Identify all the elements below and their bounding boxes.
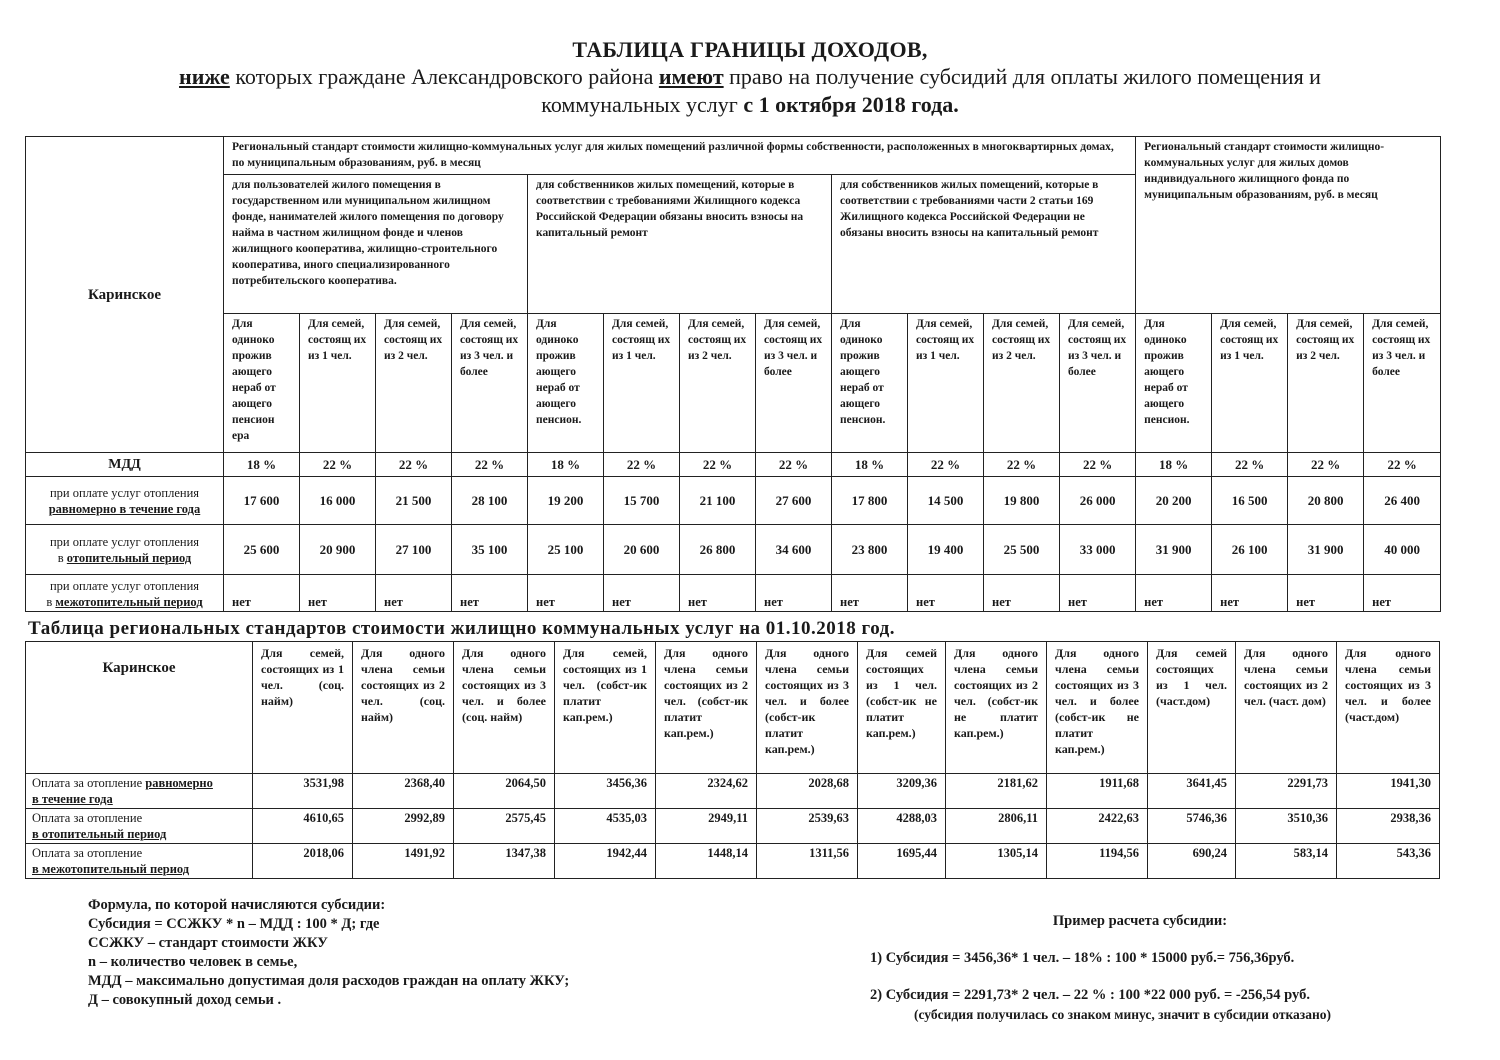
table-cell: 1347,38 bbox=[454, 844, 555, 879]
table-cell: нет bbox=[1060, 575, 1136, 612]
table-cell: 14 500 bbox=[908, 477, 984, 525]
row-label-emphasis: в течение года bbox=[32, 792, 113, 806]
table-cell: 2324,62 bbox=[656, 774, 757, 809]
formula-line: Субсидия = ССЖКУ * n – МДД : 100 * Д; где bbox=[88, 916, 380, 932]
table-cell: нет bbox=[1136, 575, 1212, 612]
table-cell: 26 100 bbox=[1212, 525, 1288, 575]
table-cell: 25 500 bbox=[984, 525, 1060, 575]
title-line-2-end: право на получение субсидий для оплаты жилого помещения и bbox=[723, 64, 1321, 89]
table-cell: нет bbox=[452, 575, 528, 612]
title-word-have: имеют bbox=[658, 64, 724, 89]
regional-standards-table bbox=[25, 641, 1440, 879]
mdd-cell: 22 % bbox=[1060, 453, 1136, 477]
column-header: Для семей, состоящих из 1 чел. (соц. найм) bbox=[253, 642, 353, 774]
row-label-emphasis: в отопительный период bbox=[32, 827, 167, 841]
table-cell: 31 900 bbox=[1136, 525, 1212, 575]
mdd-cell: 18 % bbox=[224, 453, 300, 477]
group-header-apartments: Региональный стандарт стоимости жилищно-коммунальных услуг для жилых помещений различной формы собственности, расположенных в многоквартирных домах, по муниципальным образованиям, руб. в месяц bbox=[224, 137, 1136, 175]
table-cell: 21 100 bbox=[680, 477, 756, 525]
table-cell: 16 000 bbox=[300, 477, 376, 525]
table-cell: 1305,14 bbox=[946, 844, 1047, 879]
column-header: Для семей, состоящ их из 1 чел. bbox=[1212, 314, 1288, 453]
column-header: Для одиноко прожив ающего нераб от ающего пенсион. bbox=[832, 314, 908, 453]
title-line-3 bbox=[20, 91, 1480, 119]
table-cell: 2992,89 bbox=[353, 809, 454, 844]
table-cell: 3209,36 bbox=[858, 774, 946, 809]
table-cell: 1491,92 bbox=[353, 844, 454, 879]
table-cell: нет bbox=[832, 575, 908, 612]
mdd-cell: 22 % bbox=[1288, 453, 1364, 477]
table-cell: 19 200 bbox=[528, 477, 604, 525]
table-cell: нет bbox=[1288, 575, 1364, 612]
table-row-mdd bbox=[26, 453, 1441, 477]
mdd-cell: 18 % bbox=[1136, 453, 1212, 477]
table-cell: 17 600 bbox=[224, 477, 300, 525]
table-cell: 1448,14 bbox=[656, 844, 757, 879]
table-cell: 1911,68 bbox=[1047, 774, 1148, 809]
table-cell: нет bbox=[224, 575, 300, 612]
subheader-owners-nopay: для собственников жилых помещений, которые в соответствии с требованиями части 2 статьи 169 Жилищного кодекса Российской Федерации не обязаны вносить взносы на капитальный ремонт bbox=[832, 175, 1136, 314]
column-header: Для семей, состоящ их из 1 чел. bbox=[604, 314, 680, 453]
row-label bbox=[26, 774, 253, 809]
table-cell: 28 100 bbox=[452, 477, 528, 525]
subsidy-example bbox=[850, 912, 1370, 1024]
formula-line: n – количество человек в семье, bbox=[88, 954, 298, 970]
column-header: Для одного члена семьи состоящих из 2 чел. (собст-ик платит кап.рем.) bbox=[656, 642, 757, 774]
table-cell: 26 000 bbox=[1060, 477, 1136, 525]
mdd-cell: 22 % bbox=[1364, 453, 1441, 477]
row-label-emphasis: отопительный период bbox=[66, 550, 192, 565]
income-limits-table bbox=[25, 136, 1441, 612]
table-cell: 1194,56 bbox=[1047, 844, 1148, 879]
table-cell: 3510,36 bbox=[1236, 809, 1337, 844]
column-header: Для семей, состоящ их из 3 чел. и более bbox=[1364, 314, 1441, 453]
mdd-cell: 22 % bbox=[908, 453, 984, 477]
row-label-text: Оплата за отопление bbox=[32, 776, 146, 790]
mdd-cell: 22 % bbox=[1212, 453, 1288, 477]
formula-line: ССЖКУ – стандарт стоимости ЖКУ bbox=[88, 935, 328, 951]
subheader-owners-pay: для собственников жилых помещений, которые в соответствии с требованиями Жилищного кодекса Российской Федерации обязаны вносить взносы на капитальный ремонт bbox=[528, 175, 832, 314]
table-row-heating-yearround bbox=[26, 774, 1440, 809]
column-header: Для одиноко прожив ающего нераб от ающего пенсион. bbox=[528, 314, 604, 453]
title-line-1: ТАБЛИЦА ГРАНИЦЫ ДОХОДОВ, bbox=[572, 37, 928, 62]
table-cell: нет bbox=[376, 575, 452, 612]
row-label-text: при оплате услуг отопления bbox=[49, 534, 200, 549]
column-header: Для семей состоящих из 1 чел. (част.дом) bbox=[1148, 642, 1236, 774]
column-header: Для одного члена семьи состоящих из 3 чел. и более (собст-ик не платит кап.рем.) bbox=[1047, 642, 1148, 774]
table-cell: 23 800 bbox=[832, 525, 908, 575]
mdd-cell: 22 % bbox=[756, 453, 832, 477]
table-cell: 2949,11 bbox=[656, 809, 757, 844]
mdd-cell: 22 % bbox=[984, 453, 1060, 477]
table-cell: нет bbox=[528, 575, 604, 612]
mdd-cell: 22 % bbox=[300, 453, 376, 477]
table-cell: 2575,45 bbox=[454, 809, 555, 844]
table-cell: 35 100 bbox=[452, 525, 528, 575]
mdd-cell: 22 % bbox=[604, 453, 680, 477]
table-cell: нет bbox=[756, 575, 832, 612]
table-cell: 2938,36 bbox=[1337, 809, 1440, 844]
mdd-cell: 22 % bbox=[376, 453, 452, 477]
column-header: Для одиноко прожив ающего нераб от ающего пенсион. bbox=[1136, 314, 1212, 453]
mdd-label: МДД bbox=[26, 453, 224, 477]
table-row-heating-season bbox=[26, 525, 1441, 575]
subheader-users: для пользователей жилого помещения в государственном или муниципальном жилищном фонде, нанимателей жилого помещения по договору найма в частном жилищном фонде и членов жилищного кооператива, жилищно-строительного кооператива, иного специализированного потребительского кооператива. bbox=[224, 175, 528, 314]
row-label-emphasis: равномерно в течение года bbox=[48, 501, 201, 516]
column-header: Для семей, состоящ их из 2 чел. bbox=[376, 314, 452, 453]
group-header-private-houses: Региональный стандарт стоимости жилищно-коммунальных услуг для жилых домов индивидуального жилищного фонда по муниципальным образованиям, руб. в месяц bbox=[1136, 137, 1441, 314]
formula-line: Формула, по которой начисляются субсидии: bbox=[88, 897, 386, 913]
row-label-text: при оплате услуг отопления bbox=[49, 579, 200, 593]
table-cell: нет bbox=[1364, 575, 1441, 612]
example-line-1: 1) Субсидия = 3456,36* 1 чел. – 18% : 100 * 15000 руб.= 756,36руб. bbox=[870, 950, 1295, 966]
table-cell: 583,14 bbox=[1236, 844, 1337, 879]
title-date: с 1 октября 2018 года. bbox=[743, 92, 959, 117]
table-cell: 2291,73 bbox=[1236, 774, 1337, 809]
column-header: Для семей, состоящ их из 2 чел. bbox=[984, 314, 1060, 453]
table-cell: 27 600 bbox=[756, 477, 832, 525]
table-row-off-season bbox=[26, 575, 1441, 612]
column-header: Для семей, состоящ их из 2 чел. bbox=[1288, 314, 1364, 453]
column-header: Для одного члена семьи состоящих из 2 чел. (част. дом) bbox=[1236, 642, 1337, 774]
column-header: Для семей, состоящих из 1 чел. (собст-ик платит кап.рем.) bbox=[555, 642, 656, 774]
table-cell: 20 800 bbox=[1288, 477, 1364, 525]
table-cell: 2806,11 bbox=[946, 809, 1047, 844]
table-cell: 4535,03 bbox=[555, 809, 656, 844]
row-label-prefix: в bbox=[57, 550, 67, 565]
table-cell: нет bbox=[680, 575, 756, 612]
row-label-text: Оплата за отопление bbox=[32, 846, 143, 860]
row-label bbox=[26, 809, 253, 844]
table-cell: 26 800 bbox=[680, 525, 756, 575]
table-cell: 5746,36 bbox=[1148, 809, 1236, 844]
table-row-heating-yearround bbox=[26, 477, 1441, 525]
column-header: Для семей, состоящ их из 1 чел. bbox=[300, 314, 376, 453]
table-cell: 19 400 bbox=[908, 525, 984, 575]
table-cell: 2539,63 bbox=[757, 809, 858, 844]
table-cell: нет bbox=[984, 575, 1060, 612]
mdd-cell: 22 % bbox=[452, 453, 528, 477]
table-cell: 31 900 bbox=[1288, 525, 1364, 575]
table-cell: 20 600 bbox=[604, 525, 680, 575]
place-name: Каринское bbox=[26, 137, 224, 453]
column-header: Для семей, состоящ их из 2 чел. bbox=[680, 314, 756, 453]
table-cell: нет bbox=[908, 575, 984, 612]
row-label-text: Оплата за отопление bbox=[32, 811, 143, 825]
table-row-heating-season bbox=[26, 809, 1440, 844]
table-cell: 3641,45 bbox=[1148, 774, 1236, 809]
row-label-emphasis: в межотопительный период bbox=[32, 862, 190, 876]
column-header: Для семей, состоящ их из 1 чел. bbox=[908, 314, 984, 453]
document-title bbox=[20, 36, 1480, 119]
table-cell: 543,36 bbox=[1337, 844, 1440, 879]
column-header: Для одиноко прожив ающего нераб от ающего пенсион ера bbox=[224, 314, 300, 453]
column-header: Для семей, состоящ их из 3 чел. и более bbox=[452, 314, 528, 453]
table-cell: 2018,06 bbox=[253, 844, 353, 879]
table-cell: 25 100 bbox=[528, 525, 604, 575]
table-cell: 19 800 bbox=[984, 477, 1060, 525]
title-word-below: ниже bbox=[179, 64, 230, 89]
table-cell: нет bbox=[1212, 575, 1288, 612]
table-cell: 2064,50 bbox=[454, 774, 555, 809]
table-cell: 21 500 bbox=[376, 477, 452, 525]
table-cell: 20 900 bbox=[300, 525, 376, 575]
table-cell: 20 200 bbox=[1136, 477, 1212, 525]
table-cell: 1942,44 bbox=[555, 844, 656, 879]
title-line-2 bbox=[20, 63, 1480, 91]
table-cell: 3531,98 bbox=[253, 774, 353, 809]
row-label-prefix: в bbox=[46, 595, 56, 609]
row-label bbox=[26, 575, 224, 612]
table-cell: 1941,30 bbox=[1337, 774, 1440, 809]
mdd-cell: 22 % bbox=[680, 453, 756, 477]
column-header: Для семей, состоящ их из 3 чел. и более bbox=[1060, 314, 1136, 453]
row-label-emphasis: межотопительный период bbox=[55, 595, 203, 609]
table-cell: 40 000 bbox=[1364, 525, 1441, 575]
column-header: Для одного члена семьи состоящих из 3 чел. и более (собст-ик платит кап.рем.) bbox=[757, 642, 858, 774]
column-header: Для одного члена семьи состоящих из 2 чел. (соц. найм) bbox=[353, 642, 454, 774]
mdd-cell: 18 % bbox=[832, 453, 908, 477]
formula-line: Д – совокупный доход семьи . bbox=[88, 992, 282, 1008]
example-title: Пример расчета субсидии: bbox=[1052, 913, 1228, 929]
title-line-2-mid: которых граждане Александровского района bbox=[229, 64, 659, 89]
table-cell: нет bbox=[300, 575, 376, 612]
table-cell: 1695,44 bbox=[858, 844, 946, 879]
title-line-3-start: коммунальных услуг bbox=[541, 92, 744, 117]
table-cell: нет bbox=[604, 575, 680, 612]
table-cell: 25 600 bbox=[224, 525, 300, 575]
table-cell: 2028,68 bbox=[757, 774, 858, 809]
column-header: Для семей, состоящ их из 3 чел. и более bbox=[756, 314, 832, 453]
formula-line: МДД – максимально допустимая доля расходов граждан на оплату ЖКУ; bbox=[88, 973, 570, 989]
table-cell: 2181,62 bbox=[946, 774, 1047, 809]
table-cell: 34 600 bbox=[756, 525, 832, 575]
row-label bbox=[26, 525, 224, 575]
table-cell: 1311,56 bbox=[757, 844, 858, 879]
table-cell: 4288,03 bbox=[858, 809, 946, 844]
table-cell: 33 000 bbox=[1060, 525, 1136, 575]
row-label-emphasis: равномерно bbox=[145, 776, 213, 790]
example-note: (субсидия получилась со знаком минус, значит в субсидии отказано) bbox=[913, 1007, 1332, 1022]
table-cell: 27 100 bbox=[376, 525, 452, 575]
place-name: Каринское bbox=[26, 642, 253, 774]
table-row-off-season bbox=[26, 844, 1440, 879]
row-label-text: при оплате услуг отопления bbox=[49, 485, 200, 500]
table-cell: 4610,65 bbox=[253, 809, 353, 844]
column-header: Для одного члена семьи состоящих из 3 чел. и более (соц. найм) bbox=[454, 642, 555, 774]
subsidy-formula bbox=[88, 896, 569, 1010]
column-header: Для семей состоящих из 1 чел. (собст-ик не платит кап.рем.) bbox=[858, 642, 946, 774]
table-cell: 16 500 bbox=[1212, 477, 1288, 525]
table-cell: 2368,40 bbox=[353, 774, 454, 809]
column-header: Для одного члена семьи состоящих из 2 чел. (собст-ик не платит кап.рем.) bbox=[946, 642, 1047, 774]
table-cell: 3456,36 bbox=[555, 774, 656, 809]
example-line-2: 2) Субсидия = 2291,73* 2 чел. – 22 % : 100 *22 000 руб. = -256,54 руб. bbox=[870, 987, 1310, 1003]
row-label bbox=[26, 844, 253, 879]
mdd-cell: 18 % bbox=[528, 453, 604, 477]
column-header: Для одного члена семьи состоящих из 3 чел. и более (част.дом) bbox=[1337, 642, 1440, 774]
table-cell: 15 700 bbox=[604, 477, 680, 525]
table-cell: 26 400 bbox=[1364, 477, 1441, 525]
row-label bbox=[26, 477, 224, 525]
table-cell: 17 800 bbox=[832, 477, 908, 525]
table-cell: 2422,63 bbox=[1047, 809, 1148, 844]
standards-table-title: Таблица региональных стандартов стоимости жилищно коммунальных услуг на 01.10.2018 год. bbox=[28, 618, 896, 639]
table-cell: 690,24 bbox=[1148, 844, 1236, 879]
